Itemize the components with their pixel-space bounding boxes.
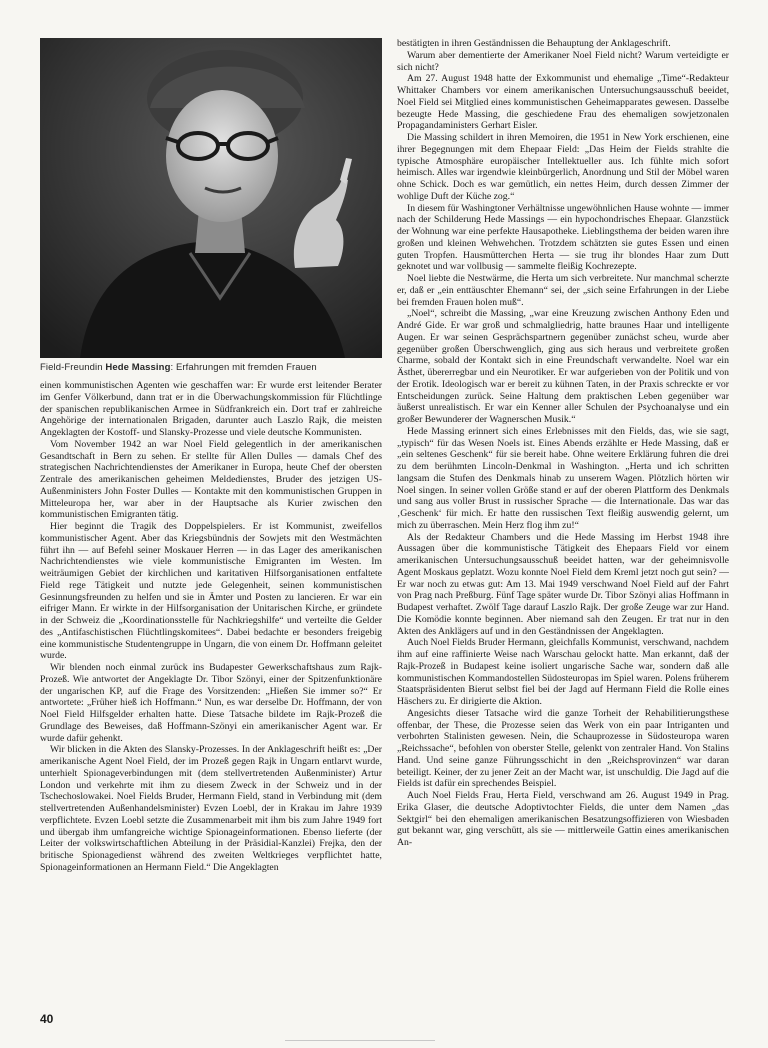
caption-name: Hede Massing — [105, 362, 171, 373]
paragraph: Noel liebte die Nestwärme, die Herta um sich verbreitete. Nur manchmal scherzte er, daß er „ein enttäuschter Ehemann“ sei, der „sich seine Erfahrungen in der Liebe bei fremden Frauen holen muß“. — [397, 273, 729, 308]
paragraph: Hier beginnt die Tragik des Doppelspielers. Er ist Kommunist, zweifellos kommunistischer Agent. Aber das Kriegsbündnis der Sowjets mit den Westmächten führt ihn — auf Befehl seiner Moskauer Herren — in das Lager des amerikanischen Nachrichtendienstes wie viele kommunistische Emigranten im Westen. Im weiträumigen Gebiet der kirchlichen und karitativen Hilfsorganisationen entfaltete Field rege Tätigkeit und nutzte jede Gelegenheit, seinen kommunistischen Gesinnungsfreunden zu helfen und sie in Ämter und Posten zu lancieren. Er war ein eifriger Mann. Er wirkte in der Hilfsorganisation der Unitarischen Kirche, er gründete in der Schweiz die „Koordinationsstelle für Nachkriegshilfe“ und verteilte die Gelder des „Antifaschistischen Flüchtlingskomitees“. Dabei bedachte er besonders freigebig eine kommunistische Studentengruppe in Ungarn, die von einem Dr. Hoffmann geleitet wurde. — [40, 521, 382, 662]
paragraph: Wir blenden noch einmal zurück ins Budapester Gewerkschaftshaus zum Rajk-Prozeß. Wie antwortet der Angeklagte Dr. Tibor Szönyi, einer der Spitzenfunktionäre der ungarischen KP, auf die Frage des Vorsitzenden: „Hießen Sie immer so?“ Er antwortete: „Früher hieß ich Hoffmann.“ Nun, es war derselbe Dr. Hoffmann, der von Noel Field Hilfsgelder erhalten hatte. Diese Tatsache bildete im Rajk-Prozeß die Grundlage des Beweises, daß Hoffmann-Szönyi ein amerikanischer Agent war. Er wurde dafür gehenkt. — [40, 662, 382, 744]
paragraph: bestätigten in ihren Geständnissen die Behauptung der Anklageschrift. — [397, 38, 671, 49]
paragraph: Als der Redakteur Chambers und die Hede Massing im Herbst 1948 ihre Aussagen über die kommunistische Tätigkeit des Ehepaars Field vor einem amerikanischen Untersuchungsausschuß beeidet hatten, war der geheimnisvolle Agent Moskaus geplatzt. Wozu konnte Noel Field dem Kreml jetzt noch gut sein? — Er war noch zu etwas gut: Am 13. Mai 1949 verschwand Noel Field auf der Fahrt von Prag nach Preßburg. Fünf Tage später wurde Dr. Tibor Szönyi alias Hoffmann in Budapest verhaftet. Zwölf Tage darauf Laszlo Rajk. Der große Zeuge war zur Hand. Die Komödie konnte beginnen. Aber niemand sah den Zeugen. Er trat nur in den Akten des Anklägers auf und in den Geständnissen der Angeklagten. — [397, 531, 729, 637]
right-text-column — [397, 38, 729, 1018]
paragraph: Die Massing schildert in ihren Memoiren, die 1951 in New York erschienen, eine ihrer Begegnungen mit dem Ehepaar Field: „Das Heim der Fields strahlte die typische Atmosphäre europäischer Intellektueller aus. Ich fühlte mich sofort heimisch. Alles war irgendwie kleinbürgerlich, Anordnung und Stil der Möbel waren ohne Schick. Doch es war gemütlich, ein nettes Heim, durch dessen Zimmer der wohlige Duft der Küche zog.“ — [397, 132, 729, 202]
paragraph: Am 27. August 1948 hatte der Exkommunist und ehemalige „Time“-Redakteur Whittaker Chambers vor einem amerikanischen Untersuchungsausschuß beeidet, Noel Field sei Mitglied eines kommunistischen Geheimapparates gewesen. Dasselbe bezeugte Hede Massing, die geschiedene Frau des ehemaligen sowjetzonalen Propagandaministers Gerhart Eisler. — [397, 73, 729, 132]
paragraph: Warum aber dementierte der Amerikaner Noel Field nicht? Warum verteidigte er sich nicht? — [397, 49, 729, 73]
paragraph: Hede Massing erinnert sich eines Erlebnisses mit den Fields, das, wie sie sagt, „typisch“ für das Wesen Noels ist. Eines Abends erzählte er Hede Massing, daß er „ein seltenes Geschenk“ für sie bereit habe. Ohne weitere Erklärung fuhren die drei zu dem berühmten Lincoln-Denkmal in Washington. „Herta und ich schritten langsam die Stufen des Denkmals hinab zu unserem Wagen. Plötzlich hörten wir Noel singen. In seiner vollen Größe stand er auf der oberen Plattform des Denkmals und sang aus voller Brust in russischer Sprache — die Internationale. Das war das ‚Geschenk‘ für mich. Er hatte den russischen Text fleißig auswendig gelernt, um mich zu überraschen. Mein Herz flog ihm zu!“ — [397, 425, 729, 531]
paragraph: Angesichts dieser Tatsache wird die ganze Torheit der Rehabilitierungsthese offenbar, der These, die Prozesse seien das Werk von ein paar Intriganten und verbohrten Stalinisten gewesen. Nein, die Schauprozesse in Südosteuropa waren „Reichssache“, befohlen von oberster Stelle, gelenkt von zentraler Hand. Von Stalins Hand. Und seine ganze Führungsschicht in den „Reichsprovinzen“ war daran beteiligt. Keiner, der zu jener Zeit an der Macht war, ist unschuldig. Die Jagd auf die Fields ist dafür ein sprechendes Beispiel. — [397, 707, 729, 790]
photo-caption — [40, 362, 382, 373]
portrait-photo — [40, 38, 382, 358]
caption-prefix: Field-Freundin — [40, 362, 106, 373]
page-number: 40 — [40, 1012, 54, 1026]
paragraph: Auch Noel Fields Bruder Hermann, gleichfalls Kommunist, verschwand, nachdem ihm auf eine raffinierte Weise nach Warschau gelockt hatte. Man erkannt, daß der Rajk-Prozeß in Budapest keine isoliert ungarische Sache war, sondern daß alle kommunistischen Kommandostellen Südosteuropas im Spiel waren. Polens früherem Staatspräsidenten Bierut selbst fiel bei der Jagd auf Hermann Field die Rolle eines Häschers zu. Er dirigierte die Aktion. — [397, 637, 729, 707]
paragraph: Wir blicken in die Akten des Slansky-Prozesses. In der Anklageschrift heißt es: „Der amerikanische Agent Noel Field, der im Prozeß gegen Rajk in Ungarn entlarvt wurde, unterhielt Spionageverbindungen mit (dem stellvertretenden Außenminister) Artur London und verkehrte mit ihm zu diesem Zweck in der Schweiz und in der Tschechoslowakei. Noel Fields Bruder, Hermann Field, stand in Verbindung mit (dem stellvertretenden Außenhandelsminister) Evzen Loebl, der in Krakau im Jahre 1939 verpflichtete. Evzen Loebl setzte die Zusammenarbeit mit ihm bis zum Jahre 1949 fort und übergab ihm umfangreiche wichtige Spionageinformationen. Ebenso lieferte (der Leiter der volkswirtschaftlichen Abteilung in der Präsidial-Kanzlei) Frejka, den der britische Spionagedienst während des zweiten Weltkrieges verpflichtet hatte, Spionageinformationen an Hermann Field.“ Die Angeklagten — [40, 744, 382, 873]
paragraph: In diesem für Washingtoner Verhältnisse ungewöhnlichen Hause wohnte — immer nach der Schilderung Hede Massings — ein hypochondrisches Ehepaar. Glanzstück der Wohnung war eine perfekte Hausapotheke. Lieblingsthema der beiden waren ihre großen und kleinen Wehwehchen. Trotzdem schätzten sie gutes Essen und einen guten Tropfen. Hausmütterchen Herta — sie trug ihr blondes Haar zum Dutt geknotet und war vollbusig — sammelte fleißig Kochrezepte. — [397, 202, 729, 273]
paragraph: einen kommunistischen Agenten wie geschaffen war: Er wurde erst leitender Berater im Genfer Völkerbund, dann trat er in die Überwachungskommission für Flüchtlinge der spanischen republikanischen Armee in Südfrankreich ein. Dort traf er zahlreiche Angehörige der internationalen Brigaden, darunter auch Laszlo Rajk, die meisten Angeklagten der Kostoff- und Slansky-Prozesse und viele deutsche Kommunisten. — [40, 380, 382, 438]
bottom-rule — [285, 1040, 435, 1041]
paragraph: „Noel“, schreibt die Massing, „war eine Kreuzung zwischen Anthony Eden und André Gide. Er war groß und schmalgliedrig, hatte braunes Haar und intelligente Augen. Er war seinen Gesprächspartnern gegenüber zunächst scheu, wurde aber gegenüber großen Überschwenglich, ging aus sich heraus und verbreitete großen Charme, sobald der Kontakt sich in eine Freundschaft verwandelte. Noel war ein Ästhet, übererregbar und ein Neurotiker. Er war aufgerieben von der Politik und von der Erotik. Ideologisch war er bereit zu kühnen Taten, in der Praxis schreckte er vor Entscheidungen zurück. Seine Haltung dem praktischen Leben gegenüber war äußerst unrealistisch. Er war ein Kenner aller Schulen der Psychoanalyse und ein großer Bewunderer der Wagnerschen Musik.“ — [397, 308, 729, 425]
left-text-column — [40, 380, 382, 1010]
portrait-photo-icon — [40, 38, 382, 358]
caption-suffix: : Erfahrungen mit fremden Frauen — [170, 362, 317, 373]
paragraph: Vom November 1942 an war Noel Field gelegentlich in der amerikanischen Gesandtschaft in Bern zu sehen. Er stellte für Allen Dulles — damals Chef des strategischen Nachrichtendienstes der Amerikaner in Europa, heute Chef der obersten Zentrale des amerikanischen geheimen Meldedienstes, Bruder des jetzigen US-Außenministers John Foster Dulles — Kontakte mit den kommunistischen Gruppen in Mitteleuropa her, war aber in der Hauptsache als Kurier zwischen den kommunistischen Emigranten tätig. — [40, 438, 382, 521]
paragraph: Auch Noel Fields Frau, Herta Field, verschwand am 26. August 1949 in Prag. Erika Glaser, die deutsche Adoptivtochter Fields, die unter dem Namen „das Sektgirl“ bei den ehemaligen amerikanischen Besatzungsoffizieren von Wiesbaden gut bekannt war, ging verschütt, als sie — mittlerweile Gattin eines amerikanischen An- — [397, 790, 729, 848]
